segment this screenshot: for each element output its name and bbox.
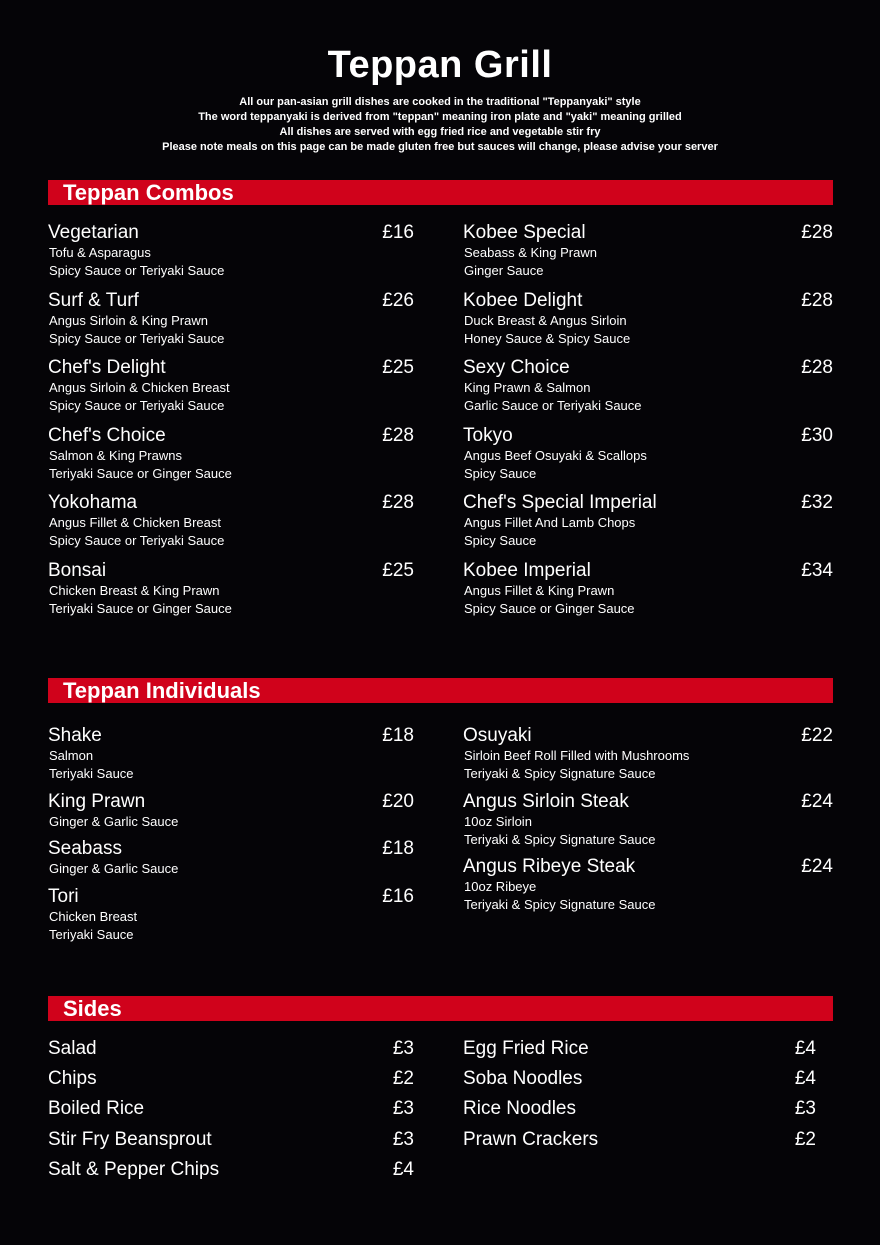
side-item [48, 1067, 414, 1091]
menu-item-name: Surf & Turf [48, 289, 139, 311]
side-item-name: Prawn Crackers [463, 1128, 599, 1150]
menu-item-description: Angus Fillet And Lamb Chops [464, 515, 636, 530]
menu-item-price: £24 [801, 856, 833, 877]
section-header-sides [48, 996, 833, 1021]
menu-item-description: Teriyaki Sauce [49, 766, 134, 781]
side-item-name: Chips [48, 1068, 97, 1090]
menu-item-description: Garlic Sauce or Teriyaki Sauce [464, 398, 642, 413]
menu-item-description: Chicken Breast & King Prawn [49, 582, 220, 598]
menu-item-description: Spicy Sauce [464, 465, 537, 481]
menu-item-price: £22 [801, 725, 833, 746]
menu-item-name: King Prawn [48, 790, 146, 812]
menu-item-price: £32 [801, 492, 833, 513]
menu-item-price: £20 [382, 790, 414, 812]
menu-item-name: Angus Sirloin Steak [463, 790, 629, 812]
menu-item-description: Spicy Sauce or Teriyaki Sauce [49, 263, 225, 278]
menu-item-name: Bonsai [48, 559, 107, 581]
menu-item-description: Spicy Sauce or Teriyaki Sauce [49, 533, 225, 548]
menu-item-description: Teriyaki Sauce or Ginger Sauce [49, 600, 232, 616]
menu-item-description: Teriyaki & Spicy Signature Sauce [464, 831, 656, 847]
menu-item-description: Salmon [49, 748, 94, 763]
menu-item-description: Ginger & Garlic Sauce [49, 813, 179, 829]
side-item [463, 1067, 816, 1091]
section-title: Teppan Individuals [63, 678, 261, 703]
side-item [48, 1128, 414, 1152]
menu-item-name: Tori [48, 885, 79, 907]
menu-item-description: Teriyaki Sauce [49, 926, 134, 942]
side-item [463, 1128, 816, 1152]
intro-line: Please note meals on this page can be made gluten free but sauces will change, please advise your server [162, 141, 718, 153]
side-item-price: £4 [794, 1068, 816, 1090]
intro-line: The word teppanyaki is derived from "teppan" meaning iron plate and "yaki" meaning grilled [198, 111, 682, 123]
menu-item-description: King Prawn & Salmon [464, 380, 591, 395]
side-item-price: £3 [392, 1128, 414, 1150]
menu-item-price: £28 [801, 357, 833, 378]
menu-item-price: £28 [801, 289, 833, 311]
intro-line: All our pan-asian grill dishes are cooked in the traditional "Teppanyaki" style [239, 96, 641, 108]
side-item-name: Egg Fried Rice [463, 1038, 589, 1059]
side-item [48, 1158, 414, 1182]
menu-item-name: Chef's Delight [48, 357, 166, 378]
side-item-price: £4 [392, 1158, 414, 1180]
side-item-price: £4 [794, 1038, 816, 1059]
side-item-price: £3 [794, 1098, 816, 1120]
menu-item-description: Seabass & King Prawn [464, 245, 597, 260]
menu-item-price: £18 [382, 725, 414, 746]
page-title: Teppan Grill [327, 44, 553, 86]
menu-item-description: Spicy Sauce or Ginger Sauce [464, 600, 635, 616]
menu-item-name: Chef's Choice [48, 424, 166, 446]
menu-item-description: Teriyaki & Spicy Signature Sauce [464, 766, 656, 781]
menu-item-name: Kobee Delight [463, 289, 583, 311]
side-item-name: Rice Noodles [463, 1098, 576, 1120]
menu-item-description: Angus Sirloin & Chicken Breast [49, 380, 230, 395]
menu-item-description: Angus Fillet & Chicken Breast [49, 515, 221, 530]
menu-item-name: Vegetarian [48, 222, 139, 243]
side-item [48, 1097, 414, 1121]
menu-item-price: £26 [382, 289, 414, 311]
menu-item-description: Spicy Sauce [464, 533, 537, 548]
menu-item-description: Ginger Sauce [464, 263, 544, 278]
menu-item-description: Honey Sauce & Spicy Sauce [464, 330, 631, 346]
side-item-name: Soba Noodles [463, 1068, 583, 1090]
menu-item-name: Tokyo [463, 424, 513, 446]
side-item-price: £2 [794, 1128, 816, 1150]
menu-item-description: Salmon & King Prawns [49, 447, 182, 463]
side-item-name: Boiled Rice [48, 1098, 145, 1120]
menu-item-description: 10oz Sirloin [464, 813, 532, 829]
side-item [48, 1037, 414, 1061]
side-item-name: Salad [48, 1038, 97, 1059]
menu-item-price: £30 [801, 424, 833, 446]
intro-line: All dishes are served with egg fried rice and vegetable stir fry [279, 126, 601, 138]
menu-item-price: £28 [382, 492, 414, 513]
side-item [463, 1037, 816, 1061]
menu-item-name: Shake [48, 725, 102, 746]
menu-item-price: £16 [382, 885, 414, 907]
side-item [463, 1097, 816, 1121]
menu-item-name: Kobee Special [463, 222, 586, 243]
menu-item-description: Angus Beef Osuyaki & Scallops [464, 447, 647, 463]
menu-item-name: Seabass [48, 838, 122, 859]
menu-item-description: 10oz Ribeye [464, 879, 537, 894]
menu-item-name: Chef's Special Imperial [463, 492, 657, 513]
side-item-price: £3 [392, 1098, 414, 1120]
section-title: Teppan Combos [63, 180, 234, 205]
menu-item-price: £25 [382, 559, 414, 581]
menu-item-price: £25 [382, 357, 414, 378]
menu-item-description: Teriyaki & Spicy Signature Sauce [464, 897, 656, 912]
menu-item-price: £16 [382, 222, 414, 243]
menu-item-price: £28 [801, 222, 833, 243]
side-item-price: £3 [392, 1038, 414, 1059]
section-title: Sides [63, 996, 122, 1021]
menu-item-name: Osuyaki [463, 725, 532, 746]
menu-item-name: Sexy Choice [463, 357, 570, 378]
menu-item-description: Duck Breast & Angus Sirloin [464, 312, 627, 328]
menu-item-description: Spicy Sauce or Teriyaki Sauce [49, 330, 225, 346]
menu-item-price: £34 [801, 559, 833, 581]
section-header-combos [48, 180, 833, 205]
side-item-name: Stir Fry Beansprout [48, 1128, 212, 1150]
menu-item-name: Yokohama [48, 492, 138, 513]
menu-item-price: £18 [382, 838, 414, 859]
menu-item-description: Sirloin Beef Roll Filled with Mushrooms [464, 748, 690, 763]
side-item-name: Salt & Pepper Chips [48, 1158, 220, 1180]
menu-item-description: Ginger & Garlic Sauce [49, 861, 179, 876]
intro-text [0, 95, 880, 155]
side-item-price: £2 [392, 1068, 414, 1090]
menu-item-description: Spicy Sauce or Teriyaki Sauce [49, 398, 225, 413]
menu-item-price: £24 [801, 790, 833, 812]
section-header-individuals [48, 678, 833, 703]
menu-item-description: Chicken Breast [49, 908, 138, 924]
menu-item-name: Angus Ribeye Steak [463, 856, 636, 877]
menu-item-price: £28 [382, 424, 414, 446]
menu-item-name: Kobee Imperial [463, 559, 591, 581]
menu-item-description: Angus Fillet & King Prawn [464, 582, 615, 598]
menu-item-description: Angus Sirloin & King Prawn [49, 312, 208, 328]
menu-item-description: Teriyaki Sauce or Ginger Sauce [49, 465, 232, 481]
menu-item-description: Tofu & Asparagus [49, 245, 151, 260]
